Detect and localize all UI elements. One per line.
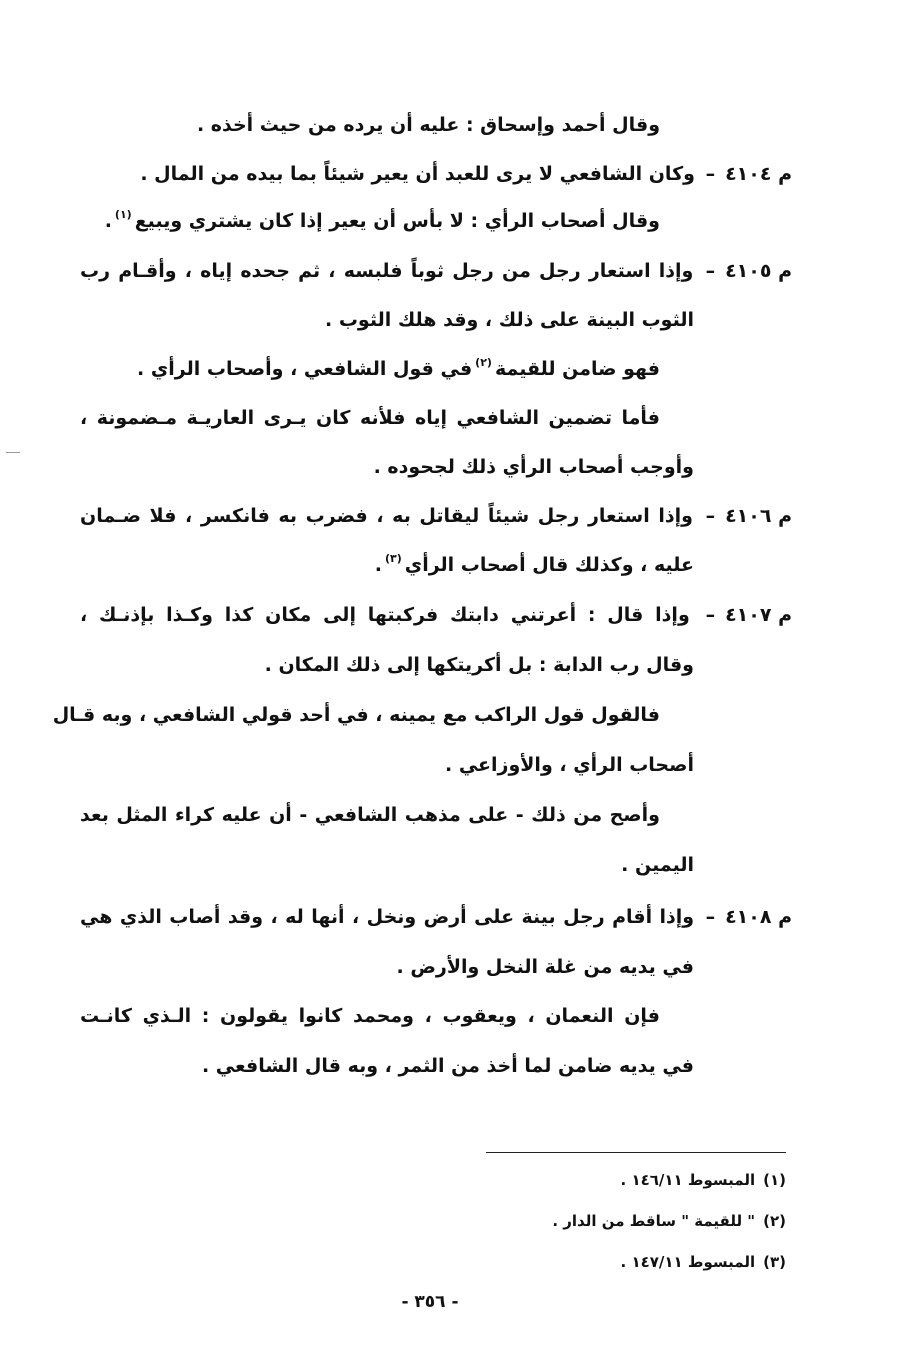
issue-number: م ٤١٠٦ bbox=[725, 505, 792, 527]
paragraph-text: فأما تضمين الشافعي إياه فلأنه كان يـرى العاريـة مـضمونة ، bbox=[80, 407, 660, 429]
paragraph-tail: . bbox=[104, 210, 112, 232]
footnote-ref: (٣) bbox=[385, 552, 402, 565]
paragraph-text: وقال أصحاب الرأي : لا بأس أن يعير إذا كان يشتري ويبيع bbox=[134, 210, 660, 232]
paragraph-text: في يديه ضامن لما أخذ من الثمر ، وبه قال الشافعي . bbox=[201, 1055, 694, 1077]
paragraph-text: فهو ضامن للقيمة bbox=[494, 358, 660, 380]
paragraph-text: الثوب البينة على ذلك ، وقد هلك الثوب . bbox=[325, 309, 694, 331]
paragraph-text: في يديه من غلة النخل والأرض . bbox=[396, 956, 694, 978]
issue-number: م ٤١٠٤ bbox=[725, 163, 792, 185]
text-line bbox=[80, 403, 660, 433]
text-line bbox=[80, 256, 792, 286]
text-line bbox=[375, 550, 694, 583]
footnote-separator bbox=[486, 1152, 786, 1153]
footnote-text: المبسوط ١٤٦/١١ . bbox=[620, 1171, 756, 1189]
paragraph-text: فإن النعمان ، ويعقوب ، ومحمد كانوا يقولون : الـذي كانـت bbox=[80, 1005, 660, 1027]
paragraph-text: وكان الشافعي لا يرى للعبد أن يعير شيئاً بما بيده من المال . bbox=[140, 163, 695, 185]
paragraph-text: وأوجب أصحاب الرأي ذلك لجحوده . bbox=[373, 456, 694, 478]
issue-number: م ٤١٠٨ bbox=[725, 906, 792, 928]
issue-number: م ٤١٠٧ bbox=[725, 604, 792, 626]
paragraph-text: أصحاب الرأي ، والأوزاعي . bbox=[444, 754, 694, 776]
paragraph-text: وإذا استعار رجل من رجل ثوباً فلبسه ، ثم جحده إياه ، وأقـام رب bbox=[80, 260, 694, 282]
text-line bbox=[80, 1001, 660, 1031]
footnote-number: (٣) bbox=[763, 1253, 786, 1271]
footnote bbox=[621, 1168, 786, 1192]
paragraph-text: وقال رب الدابة : بل أكريتكها إلى ذلك المكان . bbox=[264, 654, 694, 676]
text-line bbox=[265, 650, 694, 680]
scan-mark bbox=[6, 452, 20, 453]
footnote bbox=[552, 1209, 786, 1233]
text-line bbox=[80, 600, 792, 630]
footnote-number: (٢) bbox=[763, 1212, 786, 1230]
paragraph-text: وقال أحمد وإسحاق : عليه أن يرده من حيث أخذه . bbox=[196, 114, 660, 136]
text-line bbox=[325, 305, 694, 335]
footnote-ref: (٢) bbox=[475, 356, 492, 369]
text-line bbox=[105, 206, 660, 239]
text-line bbox=[80, 902, 792, 932]
footnote-text: المبسوط ١٤٧/١١ . bbox=[620, 1253, 756, 1271]
paragraph-text: وإذا استعار رجل شيئاً ليقاتل به ، فضرب به فانكسر ، فلا ضـمان bbox=[80, 505, 693, 527]
text-line bbox=[202, 1051, 694, 1081]
text-line bbox=[445, 750, 694, 780]
issue-dash: – bbox=[705, 260, 716, 282]
paragraph-text: وأصح من ذلك - على مذهب الشافعي - أن عليه كراء المثل بعد bbox=[80, 804, 660, 826]
issue-dash: – bbox=[705, 163, 716, 185]
paragraph-text: عليه ، وكذلك قال أصحاب الرأي bbox=[404, 554, 694, 576]
text-line bbox=[80, 800, 660, 830]
paragraph-text: فالقول قول الراكب مع يمينه ، في أحد قولي الشافعي ، وبه قـال bbox=[52, 704, 660, 726]
page-number: - ٣٥٦ - bbox=[401, 1292, 459, 1312]
issue-dash: – bbox=[705, 604, 716, 626]
text-line bbox=[197, 110, 660, 140]
paragraph-tail: . bbox=[374, 554, 382, 576]
footnote-ref: (١) bbox=[114, 208, 132, 221]
issue-dash: – bbox=[705, 906, 716, 928]
footnote-number: (١) bbox=[763, 1171, 786, 1189]
issue-number: م ٤١٠٥ bbox=[725, 260, 792, 282]
text-line bbox=[621, 850, 694, 880]
text-line bbox=[80, 501, 792, 531]
text-line bbox=[374, 452, 694, 482]
footnote bbox=[621, 1250, 786, 1274]
text-line bbox=[140, 159, 792, 189]
paragraph-text: وإذا أقام رجل بينة على أرض ونخل ، أنها له ، وقد أصاب الذي هي bbox=[80, 906, 695, 928]
paragraph-text: وإذا قال : أعرتني دابتك فركبتها إلى مكان كذا وكـذا بإذنـك ، bbox=[80, 604, 690, 626]
paragraph-tail: في قول الشافعي ، وأصحاب الرأي . bbox=[137, 358, 473, 380]
footnote-text: " للقيمة " ساقط من الدار . bbox=[552, 1212, 756, 1230]
issue-dash: – bbox=[705, 505, 716, 527]
paragraph-text: اليمين . bbox=[621, 854, 694, 876]
text-line bbox=[52, 700, 660, 730]
text-line bbox=[137, 354, 660, 387]
text-line bbox=[397, 952, 694, 982]
